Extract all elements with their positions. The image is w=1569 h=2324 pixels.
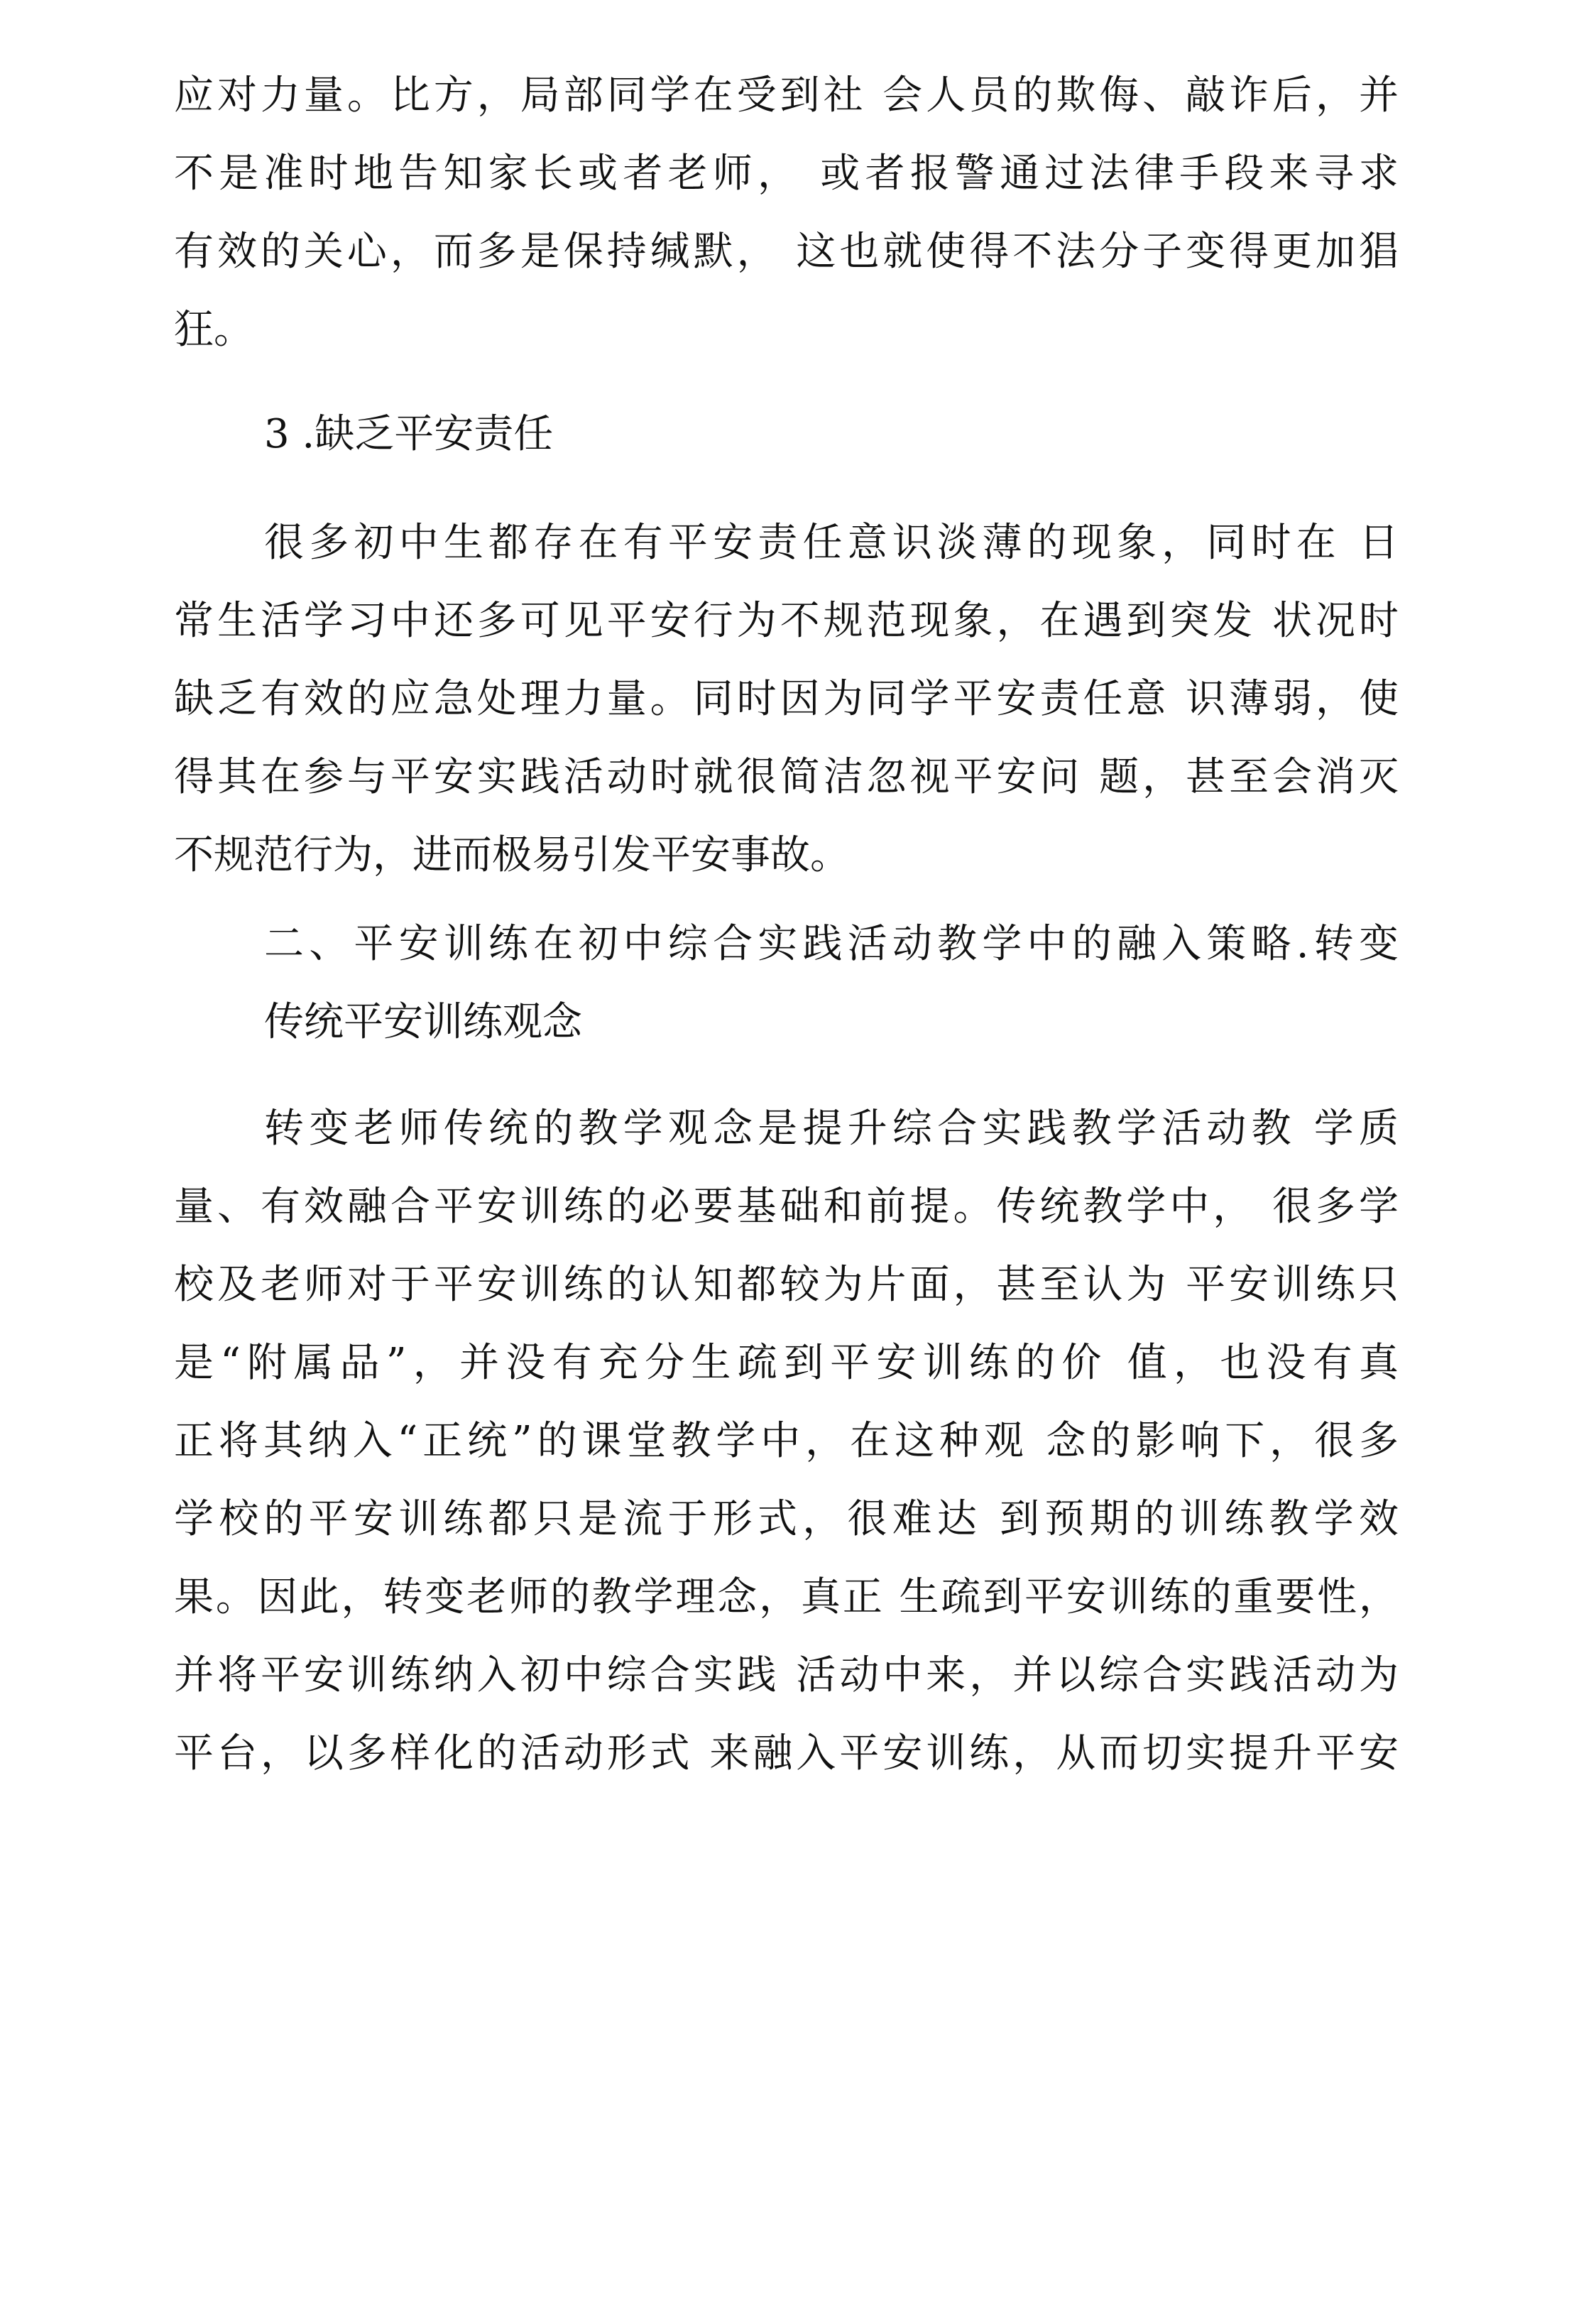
text-line: 狂。 bbox=[174, 307, 253, 353]
text-line: 应对力量。比方，局部同学在受到社 会人员的欺侮、敲诈后，并 bbox=[174, 72, 1399, 119]
text-line: 不是准时地告知家长或者老师， 或者报警通过法律手段来寻求 bbox=[174, 151, 1399, 197]
text-line: 并将平安训练纳入初中综合实践 活动中来，并以综合实践活动为 bbox=[174, 1652, 1399, 1698]
section-heading: 二、平安训练在初中综合实践活动教学中的融入策略.转变 bbox=[264, 921, 1399, 967]
text-line: 学校的平安训练都只是流于形式，很难达 到预期的训练教学效 bbox=[174, 1496, 1399, 1542]
text-line: 正将其纳入“正统”的课堂教学中，在这种观 念的影响下，很多 bbox=[174, 1418, 1399, 1464]
section-heading: 传统平安训练观念 bbox=[264, 999, 582, 1045]
text-line: 量、有效融合平安训练的必要基础和前提。传统教学中， 很多学 bbox=[174, 1184, 1399, 1230]
text-line: 转变老师传统的教学观念是提升综合实践教学活动教 学质 bbox=[264, 1106, 1399, 1152]
text-line: 很多初中生都存在有平安责任意识淡薄的现象，同时在 日 bbox=[264, 520, 1399, 566]
text-line: 不规范行为，进而极易引发平安事故。 bbox=[174, 832, 850, 878]
text-line: 有效的关心，而多是保持缄默， 这也就使得不法分子变得更加猖 bbox=[174, 229, 1399, 275]
text-line: 校及老师对于平安训练的认知都较为片面，甚至认为 平安训练只 bbox=[174, 1262, 1399, 1308]
text-line: 是“附属品”，并没有充分生疏到平安训练的价 值，也没有真 bbox=[174, 1340, 1399, 1386]
text-line: 常生活学习中还多可见平安行为不规范现象，在遇到突发 状况时 bbox=[174, 598, 1399, 644]
section-heading: 3 .缺乏平安责任 bbox=[264, 411, 554, 457]
text-line: 得其在参与平安实践活动时就很简洁忽视平安问 题，甚至会消灭 bbox=[174, 754, 1399, 800]
text-line: 果。因此，转变老师的教学理念，真正 生疏到平安训练的重要性， bbox=[174, 1574, 1399, 1620]
text-line: 平台，以多样化的活动形式 来融入平安训练，从而切实提升平安 bbox=[174, 1730, 1399, 1777]
text-line: 缺乏有效的应急处理力量。同时因为同学平安责任意 识薄弱，使 bbox=[174, 676, 1399, 722]
